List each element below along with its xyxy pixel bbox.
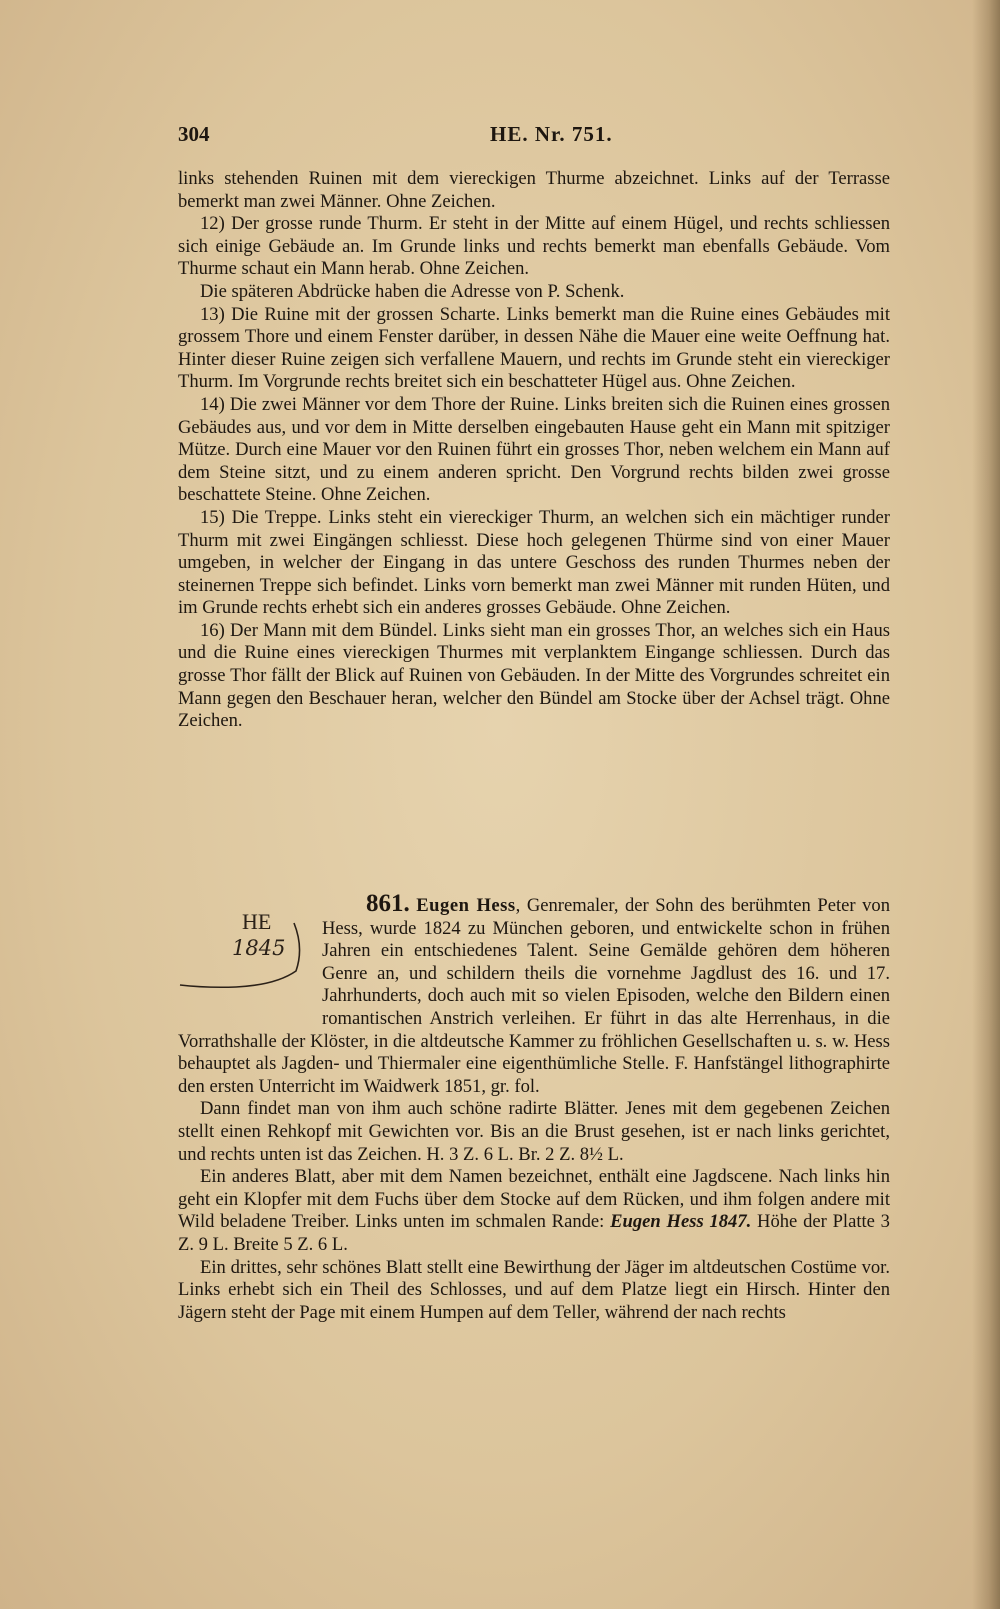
paragraph: Dann findet man von ihm auch schöne radirte Blätter. Jenes mit dem gegebenen Zeichen stellt einen Rehkopf mit Gewichten vor. Bis an die Brust gesehen, ist er nach links gerichtet, und rechts unten ist das Zeichen. H. 3 Z. 6 L. Br. 2 Z. 8½ L.	[178, 1098, 890, 1165]
paragraph-text: Ein anderes Blatt, aber mit dem Namen bezeichnet, enthält eine Jagdscene. Nach links hin geht ein Klopfer mit dem Fuchs über dem Stocke auf dem Rücken, und ihm folgen andere mit Wild beladene Treiber. Links unten im schmalen Rande:	[178, 1166, 890, 1233]
paragraph: Ein drittes, sehr schönes Blatt stellt eine Bewirthung der Jäger im altdeutschen Costüme vor. Links erhebt sich ein Theil des Schlosses, und auf dem Platze liegt ein Hirsch. Hinter den Jägern steht der Page mit einem Humpen auf dem Teller, während der nach rechts	[178, 1256, 890, 1323]
paragraph: links stehenden Ruinen mit dem viereckigen Thurme abzeichnet. Links auf der Terrasse bemerkt man zwei Männer. Ohne Zeichen.	[178, 168, 890, 212]
paragraph: 16) Der Mann mit dem Bündel. Links sieht man ein grosses Thor, an welches sich ein Haus und die Ruine eines viereckigen Thurmes mit verplanktem Eingange schliessen. Durch das grosse Thor fällt der Blick auf Ruinen von Gebäuden. In der Mitte des Vorgrundes schreitet ein Mann gegen den Beschauer heran, welcher den Bündel am Stocke über der Achsel trägt. Ohne Zeichen.	[178, 619, 890, 732]
plate-signature: Eugen Hess 1847.	[610, 1211, 752, 1233]
paragraph: 14) Die zwei Männer vor dem Thore der Ruine. Links breiten sich die Ruinen eines grossen Gebäudes aus, und vor dem in Mitte derselben eingebauten Hause geht ein Mann mit spitziger Mütze. Durch eine Mauer vor den Ruinen führt ein grosses Thor, neben welchem ein Mann auf dem Steine sitzt, und zu einem anderen spricht. Den Vorgrund rechts bilden zwei grosse beschattete Steine. Ohne Zeichen.	[178, 393, 890, 506]
running-title: HE. Nr. 751.	[490, 122, 613, 146]
entry-lead-text: , Genremaler, der Sohn des berühmten Peter von Hess, wurde 1824 zu München geboren, und entwickelte schon in frühen Jahren ein entschiedenes Talent. Seine Gemälde gehören dem höheren Genre an, und schildern theils die vornehme Jagdlust des 16. und 17. Jahrhunderts, doch auch mit so vielen Episoden, welche den Bildern einen romantischen Anstrich verleihen. Er führt in das alte Herrenhaus, in die Vorrathshalle der Klöster, in die altdeutsche Kammer zu fröhlichen Gesellschaften u. s. w. Hess behauptet als Jagden- und Thiermaler eine eigenthümliche Stelle. F. Hanfstängel lithographirte den ersten Unterricht im Waidwerk 1851, gr. fol.	[178, 895, 890, 1097]
catalog-entry-861	[178, 890, 890, 1324]
paragraph-text: Höhe der Platte 3 Z. 9 L. Breite 5 Z. 6 L.	[178, 1211, 890, 1255]
paragraph: 15) Die Treppe. Links steht ein viereckiger Thurm, an welchen sich ein mächtiger runder Thurm mit zwei Eingängen schliesst. Diese hoch gelegenen Thürme sind von einer Mauer umgeben, in welcher der Eingang in das untere Geschoss des runden Thurmes neben der steinernen Treppe sich befindet. Links vorn bemerkt man zwei Männer mit runden Hüten, und im Grunde rechts erhebt sich ein anderes grosses Gebäude. Ohne Zeichen.	[178, 506, 890, 619]
page-edge-shadow	[972, 0, 1000, 1609]
entry-number: 861.	[366, 890, 410, 917]
paragraph: 12) Der grosse runde Thurm. Er steht in der Mitte auf einem Hügel, und rechts schliessen sich einige Gebäude an. Im Grunde links und rechts bemerkt man ebenfalls Gebäude. Vom Thurme schaut ein Mann herab. Ohne Zeichen.	[178, 213, 890, 280]
paragraph: Die späteren Abdrücke haben die Adresse von P. Schenk.	[200, 280, 625, 302]
page-header	[178, 122, 890, 152]
paragraph	[178, 1166, 890, 1256]
monogram	[176, 893, 316, 1011]
monogram-letters: HE	[242, 909, 272, 934]
paragraph: 13) Die Ruine mit der grossen Scharte. Links bemerkt man die Ruine eines Gebäudes mit grossem Thore und einem Fenster darüber, in dessen Nähe die Mauer eine weite Oeffnung hat. Hinter dieser Ruine zeigen sich verfallene Mauern, und rechts im Grunde steht ein viereckiger Thurm. Im Vorgrunde rechts breitet sich ein beschatteter Hügel aus. Ohne Zeichen.	[178, 303, 890, 393]
body-text	[178, 168, 890, 733]
monogram-year: 1845	[232, 936, 286, 960]
artist-name: Eugen Hess	[416, 895, 516, 916]
page-number: 304	[178, 122, 210, 146]
entry-lead	[178, 890, 890, 1098]
